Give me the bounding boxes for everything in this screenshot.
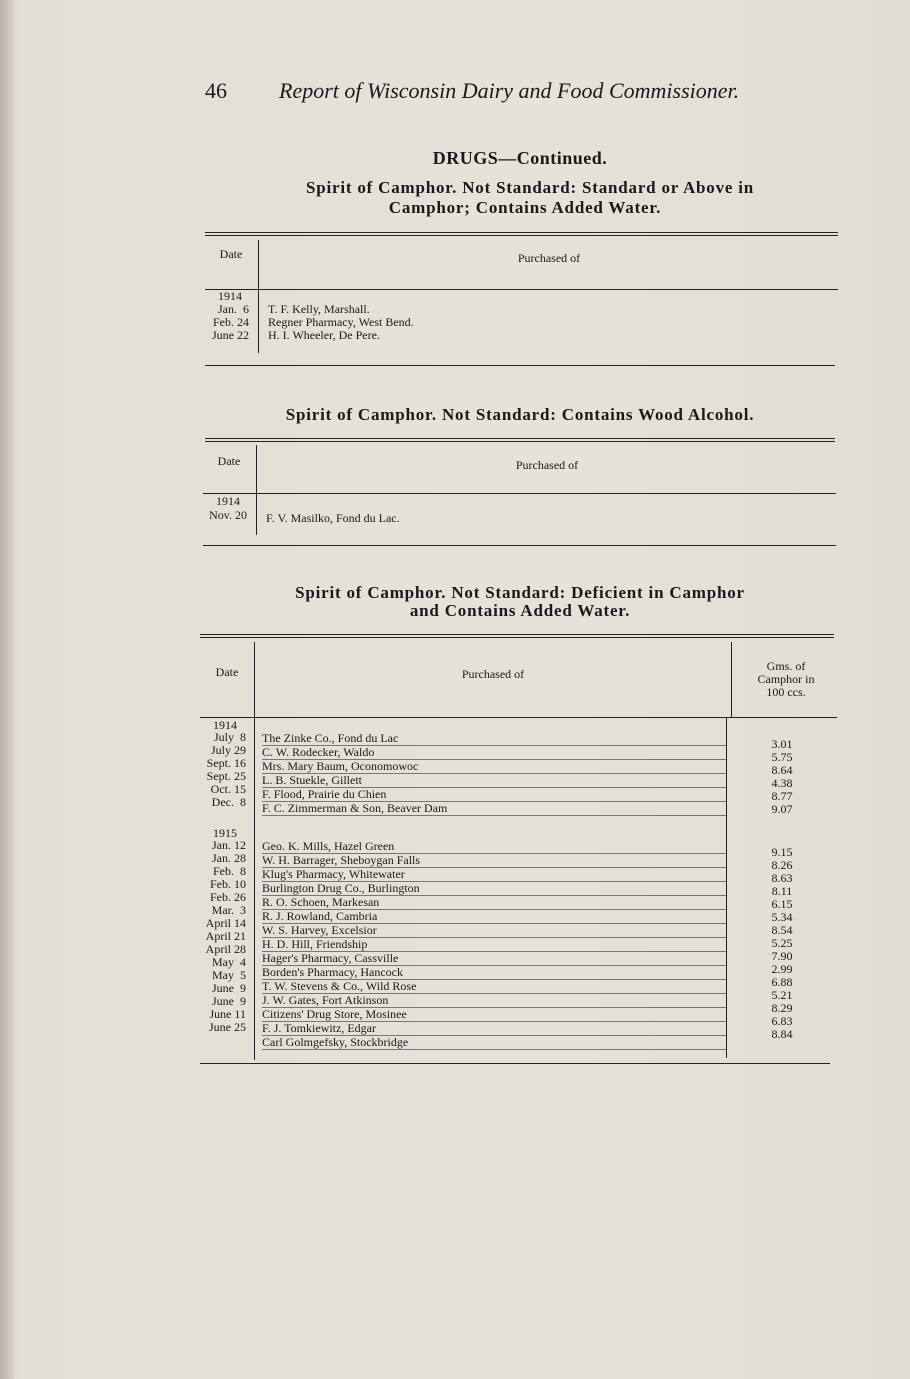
table-cell-gms: 8.26 [771,858,793,872]
table-cell-gms: 8.54 [771,923,793,937]
table-cell-purchased: F. J. Tomkiewitz, Edgar [262,1022,376,1035]
table-cell-date: June 9 [212,981,246,995]
table3-col-date: Date [215,665,239,679]
table-row [262,966,726,980]
table-row [262,868,726,882]
table1-col-divider [258,240,259,353]
table3-col-gms-line2: Camphor in [757,672,815,686]
table-cell-gms: 6.15 [771,897,793,911]
table3-col-divider-2 [731,642,732,718]
table1-header-rule [205,289,838,290]
table3-col-divider-3 [726,718,727,1058]
table-row [262,1036,726,1050]
table-cell-purchased: W. H. Barrager, Sheboygan Falls [262,854,421,867]
table1-col-purchased: Purchased of [517,251,581,265]
table-cell-date: Feb. 24 [213,315,249,329]
table-row [262,788,726,802]
table2-year: 1914 [216,494,240,508]
table-cell-gms: 3.01 [771,737,793,751]
table-cell-gms: 8.63 [771,871,793,885]
table1-heading-line1: Spirit of Camphor. Not Standard: Standard or Above in [305,178,755,197]
table-cell-gms: 9.15 [771,845,793,859]
table3-heading-line1: Spirit of Camphor. Not Standard: Deficient in Camphor [295,583,745,602]
table-cell-gms: 5.34 [771,910,793,924]
table-cell-date: Oct. 15 [210,782,246,796]
table-cell-purchased: W. S. Harvey, Excelsior [262,924,377,937]
table-cell-purchased: Hager's Pharmacy, Cassville [262,952,399,965]
table-cell-date: April 21 [205,929,246,943]
table-cell-date: April 14 [205,916,246,930]
table-cell-purchased: Klug's Pharmacy, Whitewater [262,868,405,881]
table3-col-gms-line1: Gms. of [766,659,806,673]
table-cell-date: Feb. 8 [213,864,246,878]
table-cell-date: Sept. 16 [206,756,246,770]
table3-group1-purchased [262,732,726,816]
table-cell-gms: 2.99 [771,962,793,976]
table3-col-gms-line3: 100 ccs. [766,685,806,699]
table2-heading: Spirit of Camphor. Not Standard: Contains Wood Alcohol. [285,405,755,424]
table-cell-date: Jan. 12 [212,838,246,852]
table-row [262,760,726,774]
table-cell-date: Feb. 26 [210,890,246,904]
table-row [262,910,726,924]
table-cell-date: April 28 [205,942,246,956]
table-cell-gms: 4.38 [771,776,793,790]
table-cell-gms: 8.29 [771,1001,793,1015]
table3-header-rule [200,717,837,718]
table2-bottom-rule [203,545,836,546]
table-cell-date: July 8 [213,730,246,744]
table1-top-rule [205,232,838,236]
table-cell-gms: 8.84 [771,1027,793,1041]
table3-group2-purchased [262,840,726,1050]
table-cell-date: Mar. 3 [211,903,246,917]
table-row [262,854,726,868]
table-cell-date: June 25 [209,1020,246,1034]
table-cell-purchased: H. D. Hill, Friendship [262,938,368,951]
table3-col-gms [738,660,834,699]
table1-year: 1914 [218,289,242,303]
table-cell-gms: 5.25 [771,936,793,950]
table-cell-purchased: F. C. Zimmerman & Son, Beaver Dam [262,802,448,815]
table-row [262,732,726,746]
table-cell-gms: 9.07 [771,802,793,816]
table3-group2-dates [190,839,246,1034]
table3-group2-values [752,846,812,1041]
table-row [262,882,726,896]
table-row [262,924,726,938]
table-cell-purchased: R. O. Schoen, Markesan [262,896,380,909]
table-cell-date: Sept. 25 [206,769,246,783]
table3-group1-values [752,738,812,816]
table-cell-purchased: Regner Pharmacy, West Bend. [268,315,414,329]
table-cell-date: Jan. 6 [218,302,249,316]
table-cell-purchased: H. I. Wheeler, De Pere. [268,328,380,342]
table2-dates [194,509,247,522]
table-cell-date: June 11 [209,1007,246,1021]
page-number: 46 [205,78,227,103]
table1-heading-line2: Camphor; Contains Added Water. [388,198,662,217]
table-cell-gms: 8.64 [771,763,793,777]
table3-group1-dates [190,731,246,809]
table-row [262,980,726,994]
table-cell-purchased: T. F. Kelly, Marshall. [268,302,370,316]
table-cell-date: Feb. 10 [210,877,246,891]
table-row [262,774,726,788]
table-cell-gms: 6.83 [771,1014,793,1028]
table-cell-purchased: Carl Golmgefsky, Stockbridge [262,1036,409,1049]
table-cell-gms: 5.21 [771,988,793,1002]
table-cell-date: May 4 [212,955,246,969]
table-cell-purchased: J. W. Gates, Fort Atkinson [262,994,389,1007]
table2-col-purchased: Purchased of [515,458,579,472]
table2-header-rule [203,493,836,494]
table-cell-gms: 5.75 [771,750,793,764]
table-cell-date: June 9 [212,994,246,1008]
table-row [262,1008,726,1022]
page-title: Report of Wisconsin Dairy and Food Commissioner. [279,78,740,103]
binding-edge [0,0,14,1379]
table2-purchased-list [266,512,400,525]
table-row [262,994,726,1008]
table2-top-rule [205,438,835,442]
table-row [262,746,726,760]
table-cell-date: June 22 [212,328,249,342]
table-cell-purchased: F. Flood, Prairie du Chien [262,788,387,801]
table-row [262,802,726,816]
table-cell-purchased: R. J. Rowland, Cambria [262,910,378,923]
table-cell-gms: 8.11 [771,884,793,898]
table1-dates [196,303,249,342]
table-cell-gms: 7.90 [771,949,793,963]
table-cell-gms: 6.88 [771,975,793,989]
table-cell-purchased: F. V. Masilko, Fond du Lac. [266,511,400,525]
table1-col-date: Date [219,247,243,261]
table-cell-purchased: The Zinke Co., Fond du Lac [262,732,399,745]
table3-col-divider-1 [254,642,255,1060]
table-cell-purchased: C. W. Rodecker, Waldo [262,746,375,759]
table-cell-purchased: L. B. Stuekle, Gillett [262,774,362,787]
table-row [262,952,726,966]
table-row [262,840,726,854]
table-cell-date: Dec. 8 [211,795,246,809]
table3-bottom-rule [200,1063,830,1064]
table3-year-1914: 1914 [213,718,237,732]
table-cell-date: Jan. 28 [212,851,246,865]
table3-year-1915: 1915 [213,826,237,840]
table-cell-date: Nov. 20 [209,508,247,522]
table-cell-purchased: Citizens' Drug Store, Mosinee [262,1008,407,1021]
table1-purchased-list [268,303,414,342]
table-row [262,1022,726,1036]
table-cell-purchased: Mrs. Mary Baum, Oconomowoc [262,760,419,773]
table3-col-purchased: Purchased of [461,667,525,681]
table1-bottom-rule [205,365,835,366]
table-cell-purchased: T. W. Stevens & Co., Wild Rose [262,980,417,993]
table2-col-date: Date [217,454,241,468]
table-cell-gms: 8.77 [771,789,793,803]
table-row [262,896,726,910]
table3-heading-line2: and Contains Added Water. [409,601,631,620]
table-cell-purchased: Burlington Drug Co., Burlington [262,882,420,895]
table-cell-purchased: Geo. K. Mills, Hazel Green [262,840,395,853]
table-cell-purchased: Borden's Pharmacy, Hancock [262,966,404,979]
section-title: DRUGS—Continued. [432,148,608,168]
table-cell-date: July 29 [210,743,246,757]
table3-top-rule [200,634,834,638]
table-cell-date: May 5 [212,968,246,982]
table2-col-divider [256,445,257,535]
table-row [262,938,726,952]
